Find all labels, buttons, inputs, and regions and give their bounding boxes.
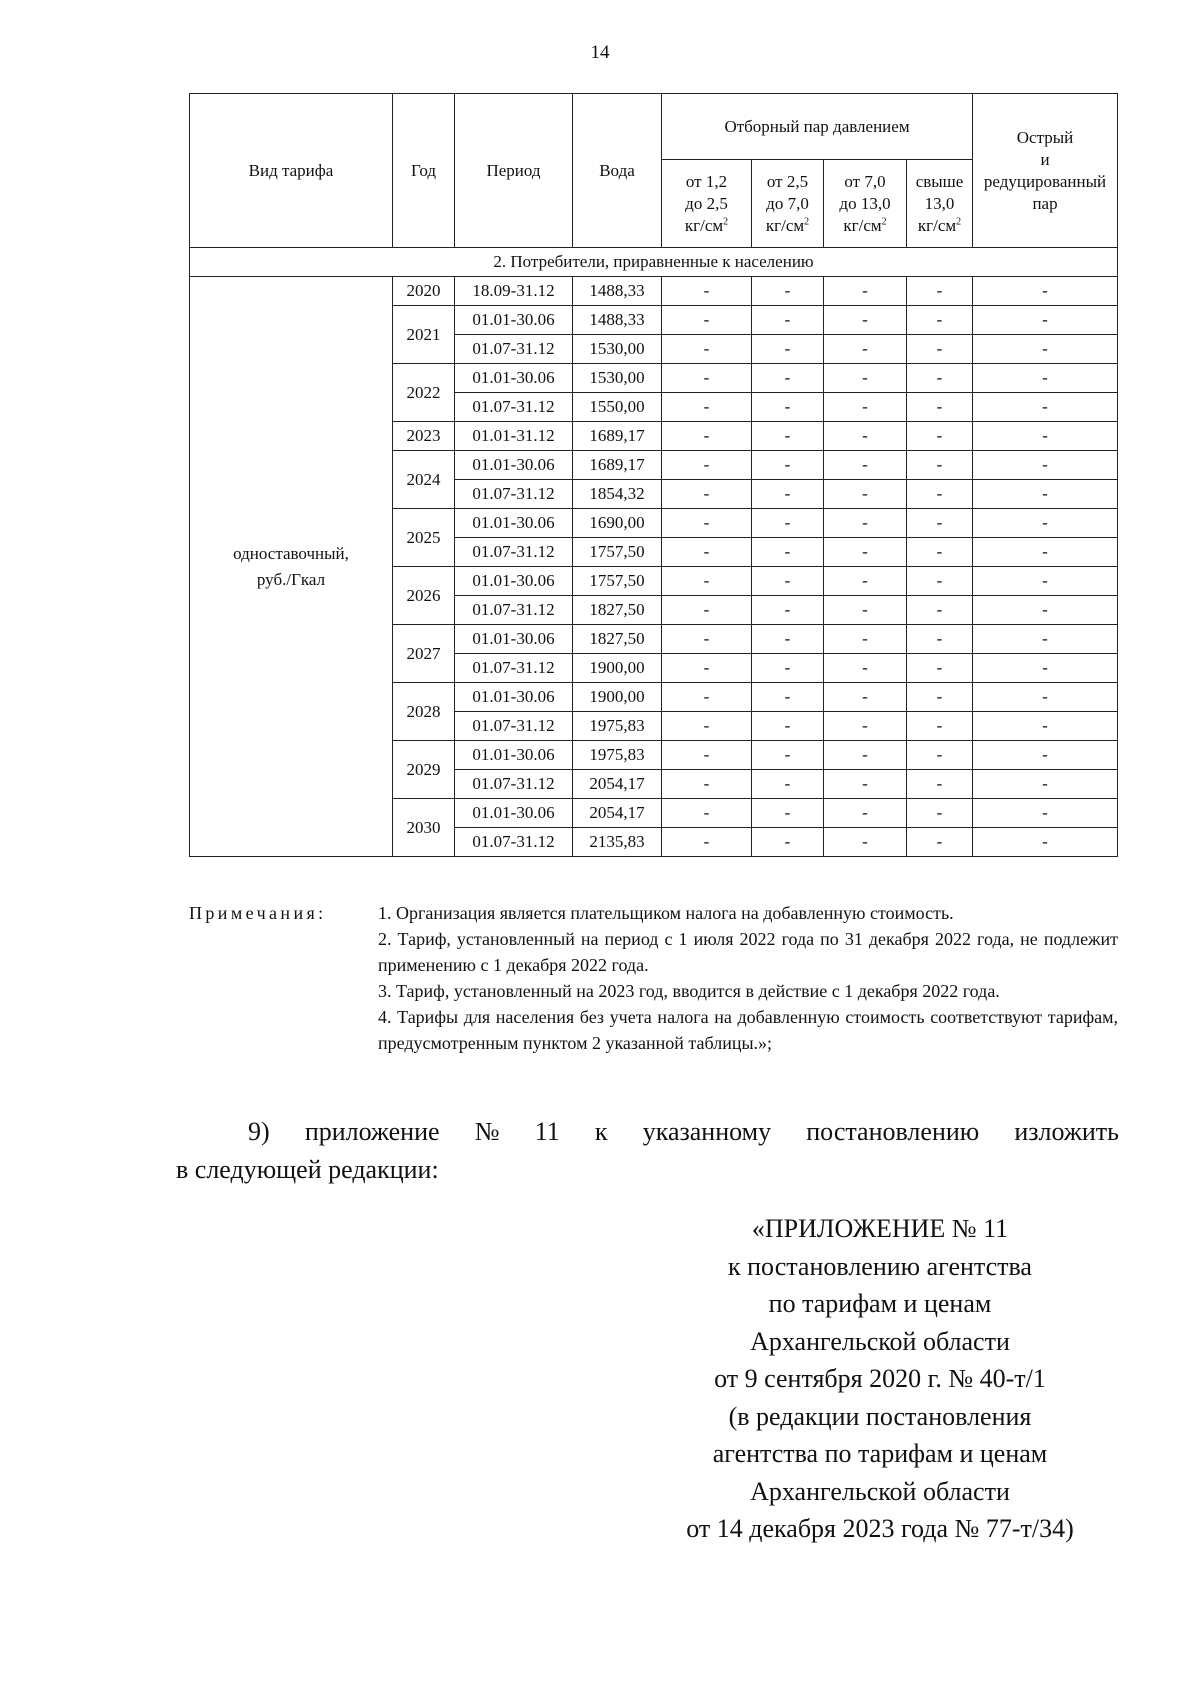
dash-cell: - xyxy=(973,712,1118,741)
year-cell: 2028 xyxy=(393,683,455,741)
dash-cell: - xyxy=(973,422,1118,451)
dash-cell: - xyxy=(907,654,973,683)
water-cell: 2054,17 xyxy=(573,770,662,799)
tariff-table xyxy=(189,93,1118,857)
dash-cell: - xyxy=(752,538,824,567)
dash-cell: - xyxy=(752,422,824,451)
period-cell: 01.01-31.12 xyxy=(455,422,573,451)
tariff-type-line: одноставочный, xyxy=(233,543,349,563)
appendix-line: от 9 сентября 2020 г. № 40-т/1 xyxy=(714,1364,1046,1393)
dash-cell: - xyxy=(824,567,907,596)
dash-cell: - xyxy=(824,277,907,306)
dash-cell: - xyxy=(907,596,973,625)
dash-cell: - xyxy=(973,596,1118,625)
dash-cell: - xyxy=(662,828,752,857)
period-cell: 01.01-30.06 xyxy=(455,741,573,770)
header-line xyxy=(907,215,972,237)
dash-cell: - xyxy=(662,335,752,364)
dash-cell: - xyxy=(662,596,752,625)
dash-cell: - xyxy=(907,451,973,480)
instruction-word: постановлению xyxy=(806,1117,980,1146)
period-cell: 01.07-31.12 xyxy=(455,538,573,567)
table-row xyxy=(190,277,1118,306)
header-line: свыше xyxy=(915,171,964,191)
dash-cell: - xyxy=(824,538,907,567)
header-pressure-4 xyxy=(907,160,973,248)
dash-cell: - xyxy=(662,422,752,451)
header-line: до 2,5 xyxy=(685,193,728,213)
dash-cell: - xyxy=(752,451,824,480)
water-cell: 1900,00 xyxy=(573,654,662,683)
appendix-line: к постановлению агентства xyxy=(728,1251,1032,1281)
period-cell: 01.01-30.06 xyxy=(455,364,573,393)
unit-text: кг/см xyxy=(765,215,805,235)
dash-cell: - xyxy=(907,364,973,393)
header-vid: Вид тарифа xyxy=(190,94,393,248)
dash-cell: - xyxy=(752,799,824,828)
header-line: 13,0 xyxy=(924,193,955,213)
year-cell: 2027 xyxy=(393,625,455,683)
dash-cell: - xyxy=(662,393,752,422)
year-cell: 2021 xyxy=(393,306,455,364)
instruction-word: к xyxy=(594,1117,608,1146)
water-cell: 1827,50 xyxy=(573,625,662,654)
water-cell: 1757,50 xyxy=(573,538,662,567)
water-cell: 1689,17 xyxy=(573,422,662,451)
unit-sup: 2 xyxy=(804,215,810,227)
water-cell: 1690,00 xyxy=(573,509,662,538)
period-cell: 18.09-31.12 xyxy=(455,277,573,306)
dash-cell: - xyxy=(907,335,973,364)
instruction-word: изложить xyxy=(1014,1117,1119,1146)
water-cell: 1854,32 xyxy=(573,480,662,509)
dash-cell: - xyxy=(824,741,907,770)
dash-cell: - xyxy=(662,654,752,683)
appendix-heading xyxy=(630,1210,1130,1548)
year-cell: 2024 xyxy=(393,451,455,509)
water-cell: 1550,00 xyxy=(573,393,662,422)
dash-cell: - xyxy=(973,567,1118,596)
unit-text: кг/см xyxy=(843,215,882,235)
appendix-line: Архангельской области xyxy=(750,1326,1010,1356)
dash-cell: - xyxy=(907,625,973,654)
unit-sup: 2 xyxy=(881,215,887,227)
water-cell: 1488,33 xyxy=(573,306,662,335)
instruction-line: в следующей редакции: xyxy=(176,1155,439,1184)
period-cell: 01.01-30.06 xyxy=(455,683,573,712)
appendix-line: (в редакции постановления xyxy=(728,1401,1032,1431)
dash-cell: - xyxy=(907,538,973,567)
dash-cell: - xyxy=(752,683,824,712)
period-cell: 01.07-31.12 xyxy=(455,654,573,683)
year-cell: 2030 xyxy=(393,799,455,857)
dash-cell: - xyxy=(752,596,824,625)
dash-cell: - xyxy=(907,828,973,857)
dash-cell: - xyxy=(662,509,752,538)
header-ostry-line: пар xyxy=(1032,193,1058,213)
dash-cell: - xyxy=(662,741,752,770)
dash-cell: - xyxy=(662,625,752,654)
dash-cell: - xyxy=(824,451,907,480)
dash-cell: - xyxy=(973,654,1118,683)
dash-cell: - xyxy=(824,712,907,741)
dash-cell: - xyxy=(973,741,1118,770)
dash-cell: - xyxy=(973,625,1118,654)
header-line: от 7,0 xyxy=(844,171,886,191)
dash-cell: - xyxy=(973,799,1118,828)
header-ostry xyxy=(973,94,1118,248)
dash-cell: - xyxy=(907,770,973,799)
notes-list xyxy=(378,900,1118,1056)
instruction-word: указанному xyxy=(642,1117,772,1146)
dash-cell: - xyxy=(752,335,824,364)
dash-cell: - xyxy=(752,567,824,596)
dash-cell: - xyxy=(973,683,1118,712)
instruction-word: 9) xyxy=(248,1117,270,1146)
header-line xyxy=(824,215,906,237)
dash-cell: - xyxy=(824,654,907,683)
dash-cell: - xyxy=(662,277,752,306)
header-god: Год xyxy=(393,94,455,248)
period-cell: 01.01-30.06 xyxy=(455,509,573,538)
dash-cell: - xyxy=(752,480,824,509)
water-cell: 2135,83 xyxy=(573,828,662,857)
period-cell: 01.07-31.12 xyxy=(455,335,573,364)
header-pressure-2 xyxy=(752,160,824,248)
dash-cell: - xyxy=(907,799,973,828)
dash-cell: - xyxy=(824,625,907,654)
period-cell: 01.01-30.06 xyxy=(455,306,573,335)
dash-cell: - xyxy=(973,335,1118,364)
dash-cell: - xyxy=(752,306,824,335)
dash-cell: - xyxy=(662,480,752,509)
dash-cell: - xyxy=(752,654,824,683)
notes-label: Примечания: xyxy=(189,903,327,923)
water-cell: 1827,50 xyxy=(573,596,662,625)
header-line: до 7,0 xyxy=(766,193,809,213)
period-cell: 01.07-31.12 xyxy=(455,770,573,799)
instruction-word: 11 xyxy=(534,1117,560,1146)
header-voda: Вода xyxy=(573,94,662,248)
year-cell: 2029 xyxy=(393,741,455,799)
year-cell: 2022 xyxy=(393,364,455,422)
header-ostry-line: редуцированный xyxy=(983,171,1107,191)
dash-cell: - xyxy=(973,277,1118,306)
dash-cell: - xyxy=(907,480,973,509)
dash-cell: - xyxy=(752,393,824,422)
dash-cell: - xyxy=(907,683,973,712)
water-cell: 1975,83 xyxy=(573,712,662,741)
dash-cell: - xyxy=(752,277,824,306)
unit-sup: 2 xyxy=(723,215,729,227)
dash-cell: - xyxy=(752,770,824,799)
dash-cell: - xyxy=(752,625,824,654)
header-line xyxy=(752,215,823,237)
section-title: 2. Потребители, приравненные к населению xyxy=(190,248,1118,277)
water-cell: 1757,50 xyxy=(573,567,662,596)
dash-cell: - xyxy=(973,509,1118,538)
dash-cell: - xyxy=(907,306,973,335)
dash-cell: - xyxy=(662,451,752,480)
dash-cell: - xyxy=(907,277,973,306)
header-pressure-1 xyxy=(662,160,752,248)
unit-sup: 2 xyxy=(956,215,962,227)
dash-cell: - xyxy=(973,364,1118,393)
water-cell: 1975,83 xyxy=(573,741,662,770)
dash-cell: - xyxy=(662,538,752,567)
year-cell: 2025 xyxy=(393,509,455,567)
dash-cell: - xyxy=(973,393,1118,422)
dash-cell: - xyxy=(907,712,973,741)
period-cell: 01.07-31.12 xyxy=(455,828,573,857)
dash-cell: - xyxy=(907,422,973,451)
dash-cell: - xyxy=(752,509,824,538)
header-line xyxy=(662,215,751,237)
dash-cell: - xyxy=(824,509,907,538)
period-cell: 01.01-30.06 xyxy=(455,567,573,596)
note-item: 4. Тарифы для населения без учета налога на добавленную стоимость соответствуют тарифам, предусмотренным пунктом 2 указанной таблицы.»; xyxy=(378,1007,1118,1053)
dash-cell: - xyxy=(907,393,973,422)
dash-cell: - xyxy=(824,799,907,828)
dash-cell: - xyxy=(824,364,907,393)
period-cell: 01.07-31.12 xyxy=(455,712,573,741)
dash-cell: - xyxy=(662,364,752,393)
header-line: от 2,5 xyxy=(766,171,809,191)
water-cell: 1900,00 xyxy=(573,683,662,712)
appendix-line: Архангельской области xyxy=(750,1476,1010,1506)
period-cell: 01.07-31.12 xyxy=(455,393,573,422)
dash-cell: - xyxy=(662,567,752,596)
dash-cell: - xyxy=(752,828,824,857)
header-pressure-3 xyxy=(824,160,907,248)
instruction-word: № xyxy=(474,1117,500,1146)
dash-cell: - xyxy=(824,770,907,799)
header-ostry-line: и xyxy=(1040,149,1050,169)
dash-cell: - xyxy=(907,509,973,538)
note-item: 1. Организация является плательщиком налога на добавленную стоимость. xyxy=(378,903,954,923)
water-cell: 1488,33 xyxy=(573,277,662,306)
tariff-type-line: руб./Гкал xyxy=(256,569,326,589)
dash-cell: - xyxy=(752,741,824,770)
period-cell: 01.07-31.12 xyxy=(455,480,573,509)
instruction-paragraph xyxy=(176,1113,1119,1189)
dash-cell: - xyxy=(824,596,907,625)
appendix-line: по тарифам и ценам xyxy=(768,1289,992,1318)
dash-cell: - xyxy=(973,306,1118,335)
unit-text: кг/см xyxy=(917,215,957,235)
tariff-type-cell xyxy=(190,277,393,857)
period-cell: 01.07-31.12 xyxy=(455,596,573,625)
year-cell: 2020 xyxy=(393,277,455,306)
period-cell: 01.01-30.06 xyxy=(455,799,573,828)
note-item: 3. Тариф, установленный на 2023 год, вводится в действие с 1 декабря 2022 года. xyxy=(378,981,1000,1001)
instruction-line xyxy=(176,1113,1119,1151)
dash-cell: - xyxy=(824,683,907,712)
dash-cell: - xyxy=(824,422,907,451)
year-cell: 2023 xyxy=(393,422,455,451)
dash-cell: - xyxy=(824,828,907,857)
appendix-line: от 14 декабря 2023 года № 77-т/34) xyxy=(686,1514,1074,1543)
water-cell: 1530,00 xyxy=(573,364,662,393)
dash-cell: - xyxy=(662,799,752,828)
dash-cell: - xyxy=(907,567,973,596)
dash-cell: - xyxy=(662,770,752,799)
period-cell: 01.01-30.06 xyxy=(455,451,573,480)
dash-cell: - xyxy=(824,480,907,509)
header-ostry-line: Острый xyxy=(1016,127,1074,147)
header-line: от 1,2 xyxy=(685,171,728,191)
water-cell: 1689,17 xyxy=(573,451,662,480)
dash-cell: - xyxy=(824,306,907,335)
dash-cell: - xyxy=(973,828,1118,857)
page-number: 14 xyxy=(590,42,610,63)
header-period: Период xyxy=(455,94,573,248)
appendix-line: «ПРИЛОЖЕНИЕ № 11 xyxy=(751,1214,1009,1243)
water-cell: 2054,17 xyxy=(573,799,662,828)
dash-cell: - xyxy=(973,770,1118,799)
instruction-word: приложение xyxy=(304,1117,440,1146)
year-cell: 2026 xyxy=(393,567,455,625)
appendix-line: агентства по тарифам и ценам xyxy=(712,1439,1048,1468)
dash-cell: - xyxy=(662,683,752,712)
dash-cell: - xyxy=(973,480,1118,509)
dash-cell: - xyxy=(752,364,824,393)
dash-cell: - xyxy=(973,451,1118,480)
unit-text: кг/см xyxy=(684,215,724,235)
dash-cell: - xyxy=(907,741,973,770)
dash-cell: - xyxy=(824,335,907,364)
dash-cell: - xyxy=(824,393,907,422)
water-cell: 1530,00 xyxy=(573,335,662,364)
dash-cell: - xyxy=(662,306,752,335)
header-otborny: Отборный пар давлением xyxy=(662,94,973,160)
note-item: 2. Тариф, установленный на период с 1 июля 2022 года по 31 декабря 2022 года, не подлежит применению с 1 декабря 2022 года. xyxy=(378,929,1118,975)
dash-cell: - xyxy=(752,712,824,741)
period-cell: 01.01-30.06 xyxy=(455,625,573,654)
header-line: до 13,0 xyxy=(839,193,891,213)
dash-cell: - xyxy=(662,712,752,741)
dash-cell: - xyxy=(973,538,1118,567)
